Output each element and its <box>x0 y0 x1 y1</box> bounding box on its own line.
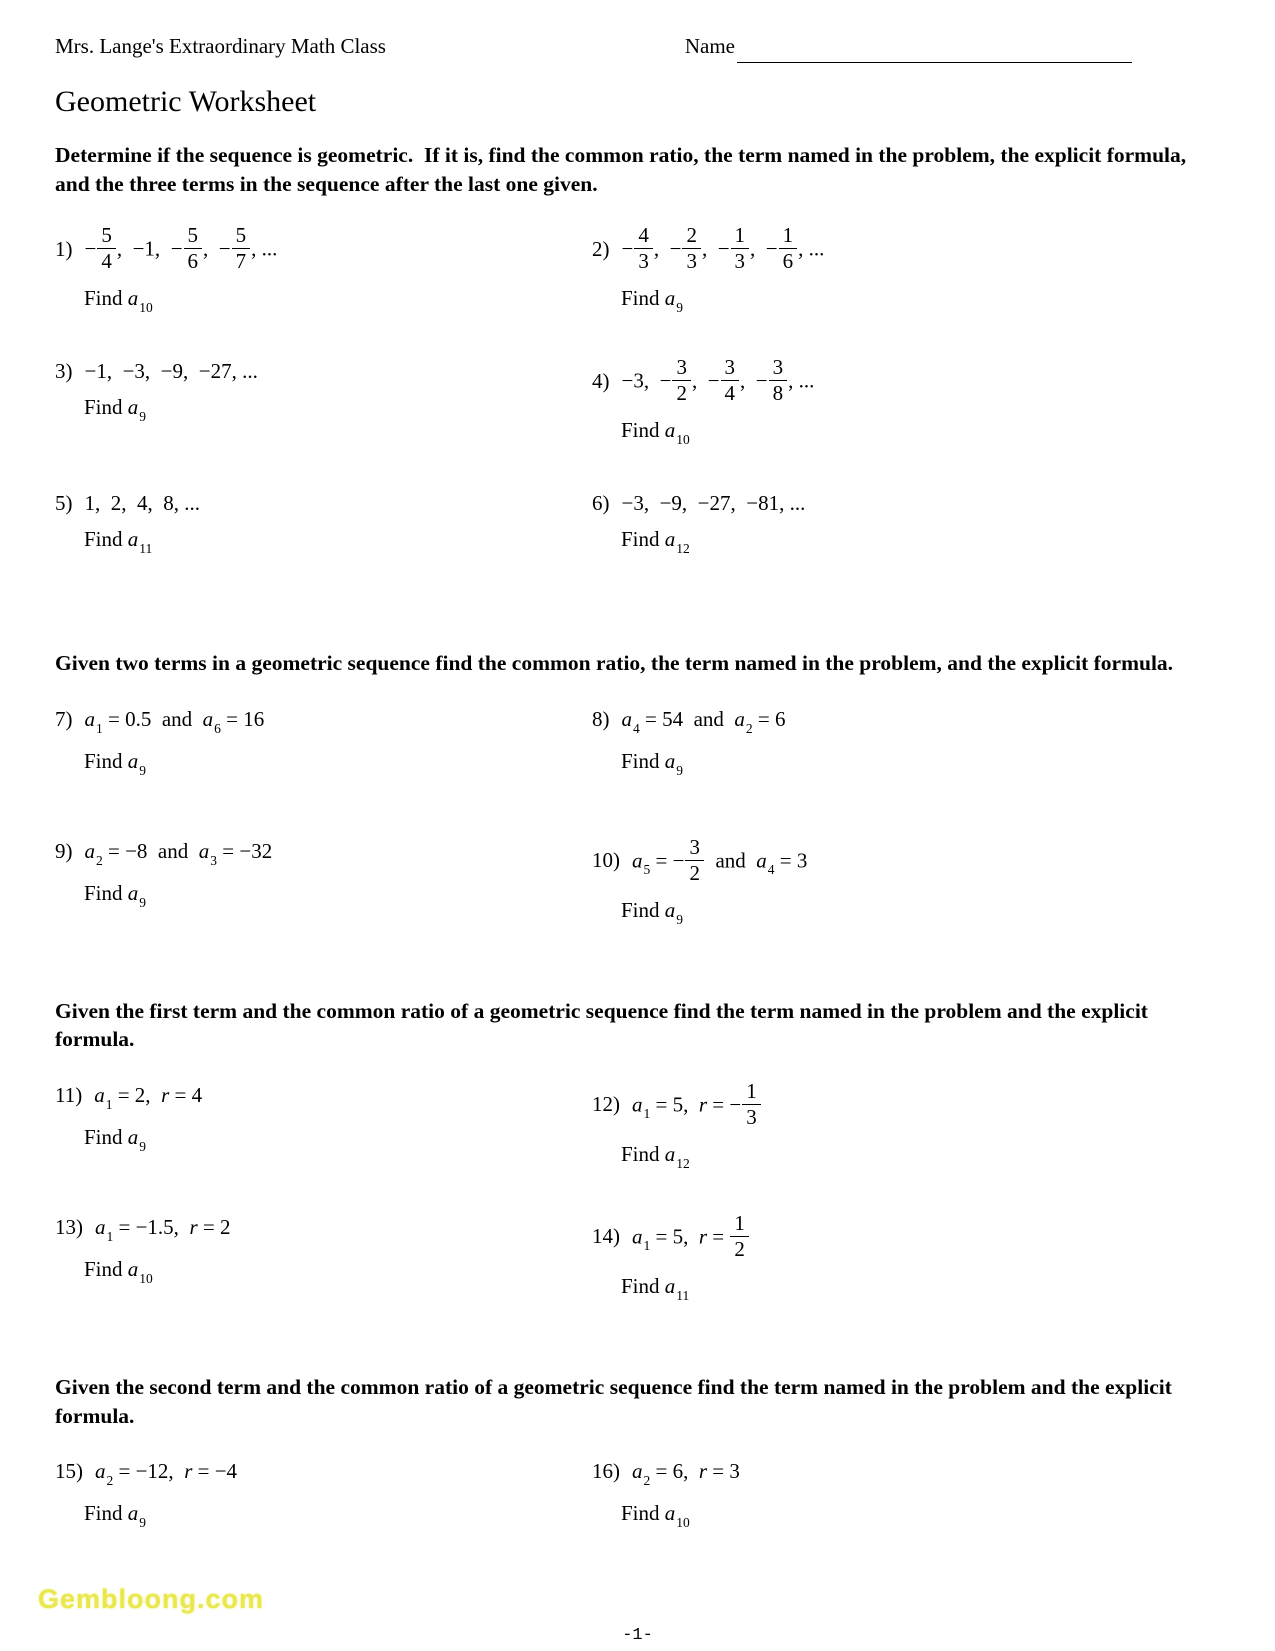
subscript: 1 <box>96 720 103 736</box>
problem-statement <box>592 1458 1190 1490</box>
fraction-numerator: 1 <box>779 224 798 249</box>
math-variable: a <box>734 706 745 731</box>
math-variable: a <box>95 1459 106 1484</box>
problem-number: 12) <box>592 1092 620 1117</box>
fraction-numerator: 5 <box>184 224 203 249</box>
fraction <box>729 1212 750 1261</box>
find-subscript: 9 <box>139 762 147 778</box>
subscript: 1 <box>105 1096 113 1112</box>
math-variable: a <box>94 1082 105 1107</box>
find-subscript: 9 <box>139 1515 147 1531</box>
fraction-denominator: 4 <box>724 381 736 406</box>
find-instruction <box>84 1500 592 1532</box>
problem-statement <box>55 1082 592 1114</box>
section-instructions: Given the second term and the common ratio of a geometric sequence find the term named in the problem and the explicit formula. <box>55 1374 1178 1428</box>
math-text: , <box>653 236 670 261</box>
math-text: , <box>750 236 766 261</box>
find-variable: a <box>664 1501 676 1526</box>
subscript: 2 <box>96 852 103 868</box>
find-subscript: 9 <box>676 300 684 316</box>
math-text: = −4 <box>192 1459 238 1484</box>
find-label: Find <box>621 748 665 773</box>
find-instruction <box>621 897 1190 929</box>
fraction-denominator: 6 <box>782 249 794 274</box>
find-variable: a <box>664 286 676 311</box>
problem-3 <box>55 358 592 426</box>
math-text: = <box>707 1224 730 1249</box>
math-variable: r <box>698 1092 708 1117</box>
worksheet-body <box>55 141 1190 1562</box>
problem-7 <box>55 706 592 780</box>
math-text: 1, 2, 4, 8, ... <box>84 491 200 516</box>
fraction-denominator: 3 <box>734 249 746 274</box>
find-label: Find <box>84 395 128 420</box>
math-variable: a <box>198 838 210 863</box>
math-text: = 5, <box>650 1224 699 1249</box>
find-subscript: 11 <box>676 1288 690 1304</box>
find-instruction <box>621 1141 1190 1173</box>
math-text: = 6, <box>650 1459 699 1484</box>
problem-number: 5) <box>55 491 73 516</box>
find-label: Find <box>84 748 128 773</box>
math-text: = −8 and <box>102 838 199 863</box>
find-variable: a <box>127 286 139 311</box>
find-instruction <box>84 285 592 317</box>
math-variable: r <box>698 1224 708 1249</box>
problem-number: 8) <box>592 706 610 731</box>
math-text: = 0.5 and <box>102 706 203 731</box>
find-instruction <box>84 1124 592 1156</box>
math-text: −1, −3, −9, −27, ... <box>84 359 258 384</box>
subscript: 1 <box>106 1228 114 1244</box>
fraction-numerator: 5 <box>97 224 116 249</box>
find-subscript: 12 <box>676 541 690 557</box>
problem-number: 11) <box>55 1082 83 1107</box>
find-variable: a <box>127 395 139 420</box>
problem-statement <box>55 838 592 870</box>
fraction-numerator: 5 <box>232 224 251 249</box>
find-instruction <box>621 1500 1190 1532</box>
subscript: 6 <box>214 720 221 736</box>
class-name: Mrs. Lange's Extraordinary Math Class <box>55 34 386 58</box>
math-text: = 2, <box>112 1082 162 1107</box>
problem-statement <box>592 1210 1190 1263</box>
math-text: = 2 <box>197 1214 231 1239</box>
problem-statement <box>592 490 1190 516</box>
math-variable: a <box>84 838 95 863</box>
math-text: , <box>691 368 708 393</box>
find-label: Find <box>84 1501 128 1526</box>
math-text: , ... <box>798 236 825 261</box>
problem-statement <box>55 706 592 738</box>
find-subscript: 9 <box>676 762 684 778</box>
find-instruction <box>621 1273 1190 1305</box>
problem-5 <box>55 490 592 558</box>
find-subscript: 9 <box>139 409 147 425</box>
problem-row <box>55 355 1190 462</box>
name-label: Name <box>684 34 735 58</box>
minus-sign: − <box>672 848 685 873</box>
find-variable: a <box>127 880 139 905</box>
fraction-numerator: 4 <box>634 224 653 249</box>
find-label: Find <box>84 1124 128 1149</box>
minus-sign: − <box>659 368 672 393</box>
section-instructions: Determine if the sequence is geometric. If it is, find the common ratio, the term named in the problem, the explicit formula, and the three terms in the sequence after the last one given. <box>55 143 1192 196</box>
find-variable: a <box>127 748 139 773</box>
fraction <box>96 224 117 273</box>
page-title: Geometric Worksheet <box>55 85 317 118</box>
problem-number: 3) <box>55 359 73 384</box>
problem-6 <box>592 490 1190 558</box>
find-variable: a <box>664 1274 676 1299</box>
fraction-denominator: 3 <box>638 249 649 274</box>
subscript: 2 <box>745 720 753 736</box>
problem-9 <box>55 838 592 912</box>
name-field <box>685 34 1132 59</box>
minus-sign: − <box>218 236 231 261</box>
fraction-numerator: 1 <box>730 1212 749 1237</box>
section-instructions: Given two terms in a geometric sequence find the common ratio, the term named in the problem, and the explicit formula. <box>55 651 1174 676</box>
math-text: = −32 <box>217 838 273 863</box>
minus-sign: − <box>170 236 183 261</box>
problem-12 <box>592 1078 1190 1173</box>
fraction-denominator: 8 <box>772 381 784 406</box>
problem-statement <box>55 1214 592 1246</box>
problem-number: 7) <box>55 706 73 731</box>
math-variable: a <box>632 1459 643 1484</box>
find-label: Find <box>621 897 665 922</box>
math-text: = 4 <box>169 1082 203 1107</box>
math-variable: r <box>698 1459 708 1484</box>
find-label: Find <box>84 1256 128 1281</box>
find-label: Find <box>621 418 665 443</box>
fraction-numerator: 1 <box>742 1080 761 1105</box>
problem-statement <box>55 358 592 384</box>
math-variable: a <box>632 1224 643 1249</box>
find-subscript: 11 <box>139 541 153 557</box>
math-variable: r <box>161 1082 170 1107</box>
find-variable: a <box>127 527 139 552</box>
fraction-denominator: 7 <box>235 249 247 274</box>
fraction <box>633 224 654 273</box>
math-text: = 6 <box>752 706 786 731</box>
math-text: = −12, <box>113 1459 185 1484</box>
math-text: , <box>203 236 219 261</box>
math-text: = 16 <box>220 706 265 731</box>
fraction <box>768 356 789 405</box>
problem-row <box>55 490 1190 594</box>
find-variable: a <box>664 527 676 552</box>
fraction <box>231 224 252 273</box>
minus-sign: − <box>84 236 97 261</box>
fraction-denominator: 6 <box>187 249 199 274</box>
problem-statement <box>55 1458 592 1490</box>
math-variable: r <box>189 1214 198 1239</box>
find-subscript: 9 <box>139 894 147 910</box>
watermark: Gembloong.com <box>38 1584 265 1614</box>
problem-11 <box>55 1082 592 1156</box>
fraction-denominator: 3 <box>686 249 697 274</box>
problem-10 <box>592 834 1190 929</box>
problem-14 <box>592 1210 1190 1305</box>
find-subscript: 10 <box>139 1270 153 1286</box>
math-variable: a <box>621 706 632 731</box>
math-text: and <box>704 848 757 873</box>
problem-statement <box>592 706 1190 738</box>
fraction-denominator: 2 <box>676 381 687 406</box>
minus-sign: − <box>729 1092 742 1117</box>
problem-number: 1) <box>55 236 73 261</box>
subscript: 4 <box>633 720 640 736</box>
math-text: = <box>707 1092 730 1117</box>
subscript: 2 <box>643 1473 651 1489</box>
problem-row <box>55 1078 1190 1186</box>
find-instruction <box>621 285 1190 317</box>
find-label: Find <box>621 1501 665 1526</box>
math-text: , −1, <box>116 236 171 261</box>
find-label: Find <box>84 527 128 552</box>
math-text: = <box>650 848 673 873</box>
find-variable: a <box>664 748 676 773</box>
fraction-denominator: 4 <box>101 249 112 274</box>
math-text: , ... <box>251 236 278 261</box>
section-instructions: Given the first term and the common ratio of a geometric sequence find the term named in the problem and the explicit formula. <box>55 998 1154 1052</box>
math-text: −3, <box>621 368 660 393</box>
math-variable: a <box>632 848 643 873</box>
name-blank-line <box>737 40 1132 63</box>
math-text: , <box>701 236 718 261</box>
problem-4 <box>592 355 1190 449</box>
math-variable: a <box>632 1092 643 1117</box>
fraction <box>183 224 204 273</box>
find-variable: a <box>127 1124 139 1149</box>
fraction-numerator: 2 <box>682 224 701 249</box>
find-instruction <box>621 748 1190 780</box>
problem-number: 4) <box>592 368 610 393</box>
find-subscript: 10 <box>676 1515 690 1531</box>
fraction <box>741 1080 762 1129</box>
subscript: 5 <box>643 862 651 878</box>
problem-1 <box>55 223 592 317</box>
problem-16 <box>592 1458 1190 1532</box>
problem-row <box>55 1210 1190 1318</box>
find-subscript: 10 <box>676 432 690 448</box>
page-header <box>55 34 1190 59</box>
math-text: = 5, <box>650 1092 699 1117</box>
problem-number: 10) <box>592 848 620 873</box>
problem-number: 16) <box>592 1459 620 1484</box>
subscript: 2 <box>106 1473 114 1489</box>
find-instruction <box>84 394 592 426</box>
subscript: 1 <box>643 1238 651 1254</box>
fraction-numerator: 3 <box>672 356 691 381</box>
fraction-denominator: 2 <box>734 1237 745 1262</box>
math-variable: a <box>756 848 767 873</box>
math-text: = 54 and <box>639 706 735 731</box>
find-subscript: 10 <box>139 300 153 316</box>
subscript: 3 <box>210 852 218 868</box>
subscript: 4 <box>767 862 775 878</box>
problem-row <box>55 1458 1190 1562</box>
minus-sign: − <box>621 236 634 261</box>
problem-number: 2) <box>592 236 610 261</box>
math-variable: a <box>84 706 95 731</box>
problem-statement <box>592 1078 1190 1131</box>
find-label: Find <box>621 1274 665 1299</box>
find-variable: a <box>127 1501 139 1526</box>
find-instruction <box>84 1256 592 1288</box>
fraction <box>778 224 799 273</box>
fraction-denominator: 3 <box>746 1105 757 1130</box>
problem-8 <box>592 706 1190 780</box>
fraction-numerator: 3 <box>721 356 740 381</box>
math-variable: r <box>184 1459 193 1484</box>
fraction-numerator: 3 <box>685 836 704 861</box>
fraction <box>671 356 692 405</box>
math-text: −3, −9, −27, −81, ... <box>621 491 806 516</box>
problem-row <box>55 706 1190 810</box>
minus-sign: − <box>765 236 778 261</box>
problem-statement <box>55 223 592 275</box>
find-variable: a <box>664 1142 676 1167</box>
find-subscript: 9 <box>139 1138 147 1154</box>
problem-15 <box>55 1458 592 1532</box>
find-variable: a <box>127 1256 139 1281</box>
math-variable: a <box>95 1214 106 1239</box>
math-text: , <box>740 368 756 393</box>
fraction <box>730 224 751 273</box>
find-label: Find <box>84 880 128 905</box>
math-variable: a <box>202 706 214 731</box>
subscript: 1 <box>643 1106 651 1122</box>
problem-number: 9) <box>55 838 73 863</box>
fraction <box>681 224 702 273</box>
problem-row <box>55 223 1190 330</box>
minus-sign: − <box>669 236 682 261</box>
find-label: Find <box>84 286 128 311</box>
problem-2 <box>592 223 1190 317</box>
fraction-numerator: 3 <box>769 356 788 381</box>
fraction <box>684 836 705 885</box>
math-text: = 3 <box>707 1459 740 1484</box>
find-instruction <box>621 417 1190 449</box>
find-label: Find <box>621 1142 665 1167</box>
problem-number: 13) <box>55 1214 83 1239</box>
find-subscript: 9 <box>676 911 684 927</box>
page-number: -1- <box>622 1626 653 1645</box>
find-instruction <box>84 748 592 780</box>
problem-number: 6) <box>592 491 610 516</box>
fraction <box>720 356 741 405</box>
problem-statement <box>592 355 1190 407</box>
problem-statement <box>592 834 1190 887</box>
find-instruction <box>621 526 1190 558</box>
minus-sign: − <box>707 368 720 393</box>
find-variable: a <box>664 897 676 922</box>
math-text: = 3 <box>774 848 808 873</box>
problem-13 <box>55 1214 592 1288</box>
problem-statement <box>55 490 592 516</box>
problem-number: 15) <box>55 1459 83 1484</box>
fraction-numerator: 1 <box>731 224 750 249</box>
find-label: Find <box>621 527 665 552</box>
find-instruction <box>84 880 592 912</box>
find-label: Find <box>621 286 665 311</box>
problem-number: 14) <box>592 1224 620 1249</box>
find-variable: a <box>664 418 676 443</box>
minus-sign: − <box>755 368 768 393</box>
find-subscript: 12 <box>676 1156 690 1172</box>
minus-sign: − <box>717 236 730 261</box>
fraction-denominator: 2 <box>689 860 700 885</box>
math-text: , ... <box>788 368 815 393</box>
problem-row <box>55 834 1190 942</box>
math-text: = −1.5, <box>113 1214 190 1239</box>
problem-statement <box>592 223 1190 275</box>
find-instruction <box>84 526 592 558</box>
